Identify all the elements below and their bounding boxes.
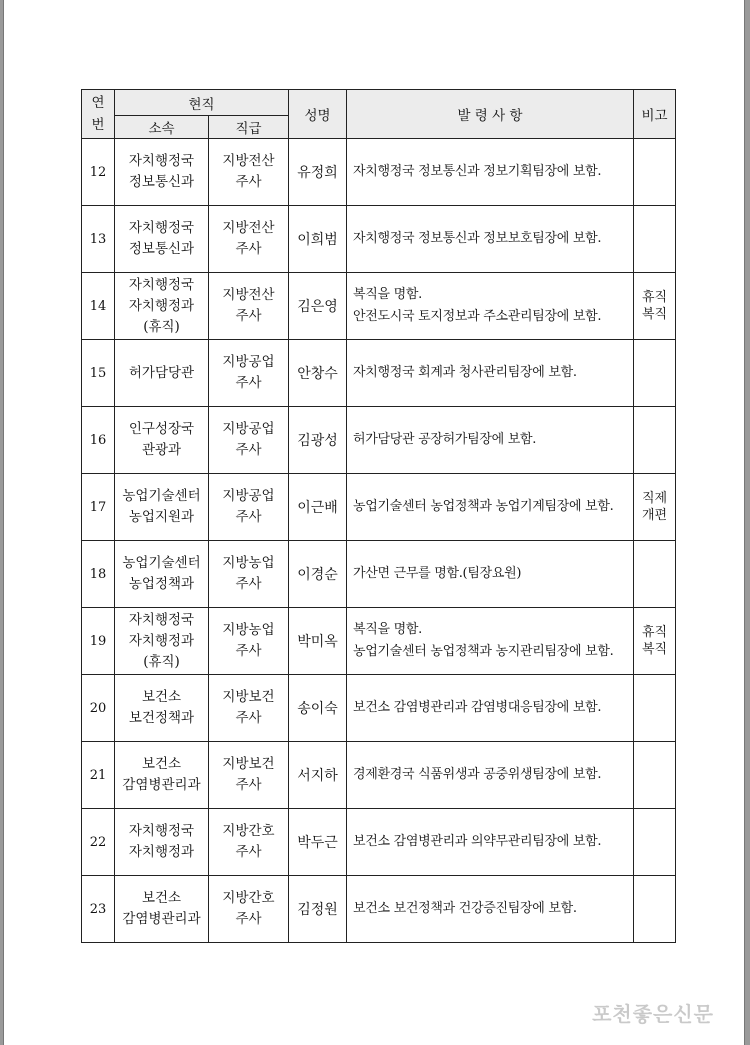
grade-line: 주사 [235,576,262,592]
row-action [347,742,634,809]
row-number: 21 [82,742,115,809]
row-number: 17 [82,474,115,541]
row-number: 14 [82,273,115,340]
grade-line: 지방전산 [222,220,275,236]
department-line: 관광과 [141,442,182,458]
row-grade [209,809,289,876]
table-row [82,474,676,541]
row-note [634,474,676,541]
row-department [115,608,209,675]
action-line: 안전도시국 토지정보과 주소관리팀장에 보함. [353,309,602,324]
row-action [347,541,634,608]
row-name: 박미옥 [289,608,347,675]
grade-line: 주사 [235,509,262,525]
row-note [634,876,676,943]
row-name: 송이숙 [289,675,347,742]
note-line: 휴직 [641,625,668,640]
department-line: 자치행정과 [128,844,195,860]
row-note [634,407,676,474]
action-line: 가산면 근무를 명함.(팀장요원) [353,566,522,581]
row-note [634,273,676,340]
row-note [634,206,676,273]
row-action [347,139,634,206]
row-number: 19 [82,608,115,675]
department-line: 정보통신과 [128,241,195,257]
newspaper-watermark: 포천좋은신문 [592,1002,714,1026]
row-grade [209,474,289,541]
department-line: (휴직) [143,653,180,670]
department-line: 감염병관리과 [122,911,201,927]
action-line: 허가담당관 공장허가팀장에 보함. [353,432,537,447]
document-page [3,0,745,1045]
table-header [82,90,676,139]
grade-line: 주사 [235,777,262,793]
row-note [634,675,676,742]
table-row [82,742,676,809]
row-number: 15 [82,340,115,407]
department-line: 인구성장국 [128,421,195,437]
grade-line: 지방농업 [222,555,275,571]
department-line: 감염병관리과 [122,777,201,793]
row-department [115,340,209,407]
row-number: 20 [82,675,115,742]
department-line: 자치행정국 [128,153,195,169]
row-action [347,340,634,407]
table-row [82,541,676,608]
row-department [115,474,209,541]
row-department [115,273,209,340]
row-department [115,876,209,943]
department-line: 보건소 [141,689,182,705]
table-row [82,675,676,742]
row-note [634,809,676,876]
department-line: 자치행정국 [128,823,195,839]
grade-line: 주사 [235,174,262,190]
department-line: 농업기술센터 [122,488,201,504]
note-line: 직제 [641,491,668,506]
grade-line: 지방보건 [222,689,275,705]
row-number: 13 [82,206,115,273]
row-name: 김광성 [289,407,347,474]
table-row [82,608,676,675]
department-line: 농업기술센터 [122,555,201,571]
department-line: 정보통신과 [128,174,195,190]
header-note: 비고 [634,90,676,139]
row-action [347,206,634,273]
action-line: 복직을 명함. [353,622,422,637]
action-line: 보건소 감염병관리과 의약무관리팀장에 보함. [353,834,602,849]
row-action [347,608,634,675]
grade-line: 지방공업 [222,354,275,370]
department-line: 자치행정국 [128,611,195,628]
row-note [634,541,676,608]
row-name: 유정희 [289,139,347,206]
action-line: 자치행정국 정보통신과 정보기획팀장에 보함. [353,164,602,179]
row-action [347,809,634,876]
department-line: 자치행정과 [128,632,195,649]
action-line: 경제환경국 식품위생과 공중위생팀장에 보함. [353,767,602,782]
row-number: 12 [82,139,115,206]
table-row [82,273,676,340]
row-note [634,608,676,675]
row-number: 23 [82,876,115,943]
grade-line: 주사 [235,710,262,726]
grade-line: 지방전산 [222,287,275,303]
row-department [115,541,209,608]
grade-line: 주사 [235,375,262,391]
row-department [115,139,209,206]
grade-line: 주사 [235,241,262,257]
table-row [82,139,676,206]
department-line: 허가담당관 [128,364,195,381]
row-grade [209,608,289,675]
row-action [347,675,634,742]
row-department [115,742,209,809]
grade-line: 지방전산 [222,153,275,169]
department-line: 자치행정국 [128,276,195,293]
row-name: 안창수 [289,340,347,407]
table-row [82,809,676,876]
note-line: 휴직 [641,290,668,305]
row-grade [209,206,289,273]
row-name: 이근배 [289,474,347,541]
grade-line: 지방공업 [222,421,275,437]
grade-line: 주사 [235,643,262,659]
department-line: 농업정책과 [128,576,195,592]
department-line: 자치행정국 [128,220,195,236]
row-grade [209,407,289,474]
row-department [115,206,209,273]
action-line: 자치행정국 정보통신과 정보보호팀장에 보함. [353,231,602,246]
action-line: 농업기술센터 농업정책과 농업기계팀장에 보함. [353,499,614,514]
table-row [82,407,676,474]
row-department [115,407,209,474]
row-grade [209,876,289,943]
row-name: 김정원 [289,876,347,943]
action-line: 보건소 감염병관리과 감염병대응팀장에 보함. [353,700,602,715]
header-action: 발 령 사 항 [347,90,634,139]
grade-line: 지방간호 [222,890,275,906]
header-no-line1: 연 [91,95,105,111]
row-grade [209,139,289,206]
action-line: 자치행정국 회계과 청사관리팀장에 보함. [353,365,577,380]
row-department [115,809,209,876]
header-no-line2: 번 [91,117,105,133]
row-number: 18 [82,541,115,608]
row-grade [209,675,289,742]
row-grade [209,340,289,407]
table-row [82,206,676,273]
department-line: 보건정책과 [128,710,195,726]
department-line: (휴직) [143,318,180,335]
personnel-table [81,89,676,943]
table-body [82,139,676,943]
row-action [347,474,634,541]
department-line: 보건소 [141,756,182,772]
row-name: 이희범 [289,206,347,273]
grade-line: 주사 [235,308,262,324]
row-name: 김은영 [289,273,347,340]
grade-line: 지방간호 [222,823,275,839]
action-line: 농업기술센터 농업정책과 농지관리팀장에 보함. [353,644,614,659]
row-action [347,876,634,943]
row-grade [209,273,289,340]
row-action [347,273,634,340]
row-number: 16 [82,407,115,474]
row-grade [209,541,289,608]
row-department [115,675,209,742]
header-dept: 소속 [115,116,209,139]
header-no [82,90,115,139]
grade-line: 주사 [235,844,262,860]
header-current: 현직 [115,90,289,116]
department-line: 자치행정과 [128,297,195,314]
note-line: 복직 [641,642,668,657]
row-grade [209,742,289,809]
action-line: 보건소 보건정책과 건강증진팀장에 보함. [353,901,577,916]
row-name: 서지하 [289,742,347,809]
table-row [82,876,676,943]
grade-line: 주사 [235,911,262,927]
note-line: 복직 [641,307,668,322]
grade-line: 지방농업 [222,622,275,638]
row-note [634,340,676,407]
grade-line: 지방공업 [222,488,275,504]
row-name: 이경순 [289,541,347,608]
action-line: 복직을 명함. [353,287,422,302]
row-note [634,139,676,206]
note-line: 개편 [641,508,668,523]
row-name: 박두근 [289,809,347,876]
grade-line: 주사 [235,442,262,458]
row-note [634,742,676,809]
row-number: 22 [82,809,115,876]
header-grade: 직급 [209,116,289,139]
row-action [347,407,634,474]
header-name: 성명 [289,90,347,139]
grade-line: 지방보건 [222,756,275,772]
department-line: 보건소 [141,890,182,906]
department-line: 농업지원과 [128,509,195,525]
table-row [82,340,676,407]
